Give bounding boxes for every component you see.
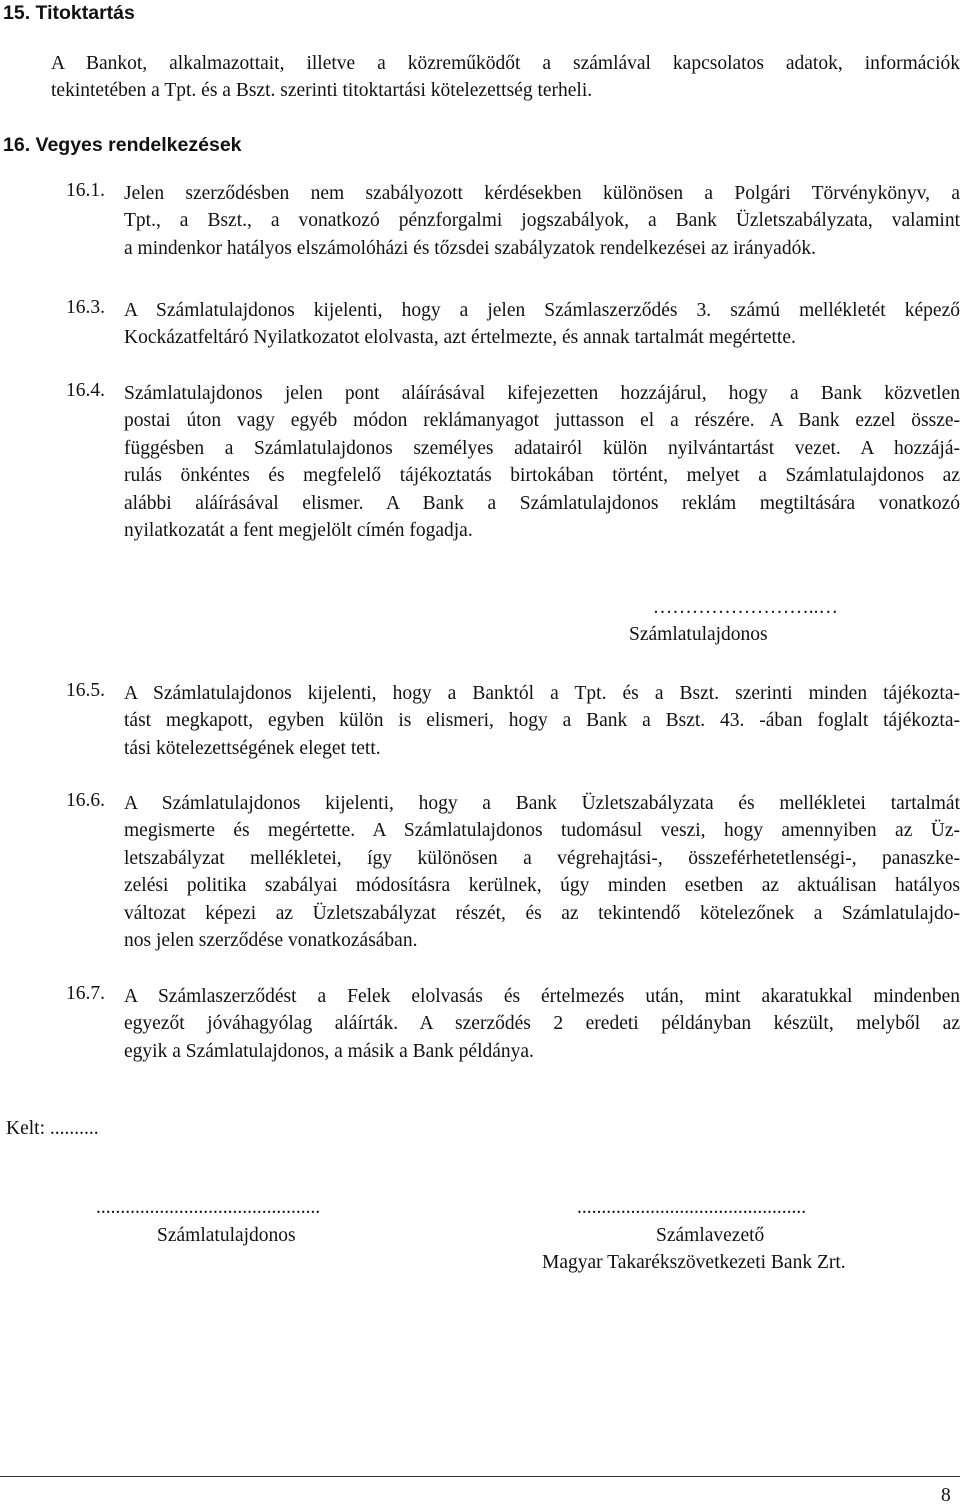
kelt-date-field: Kelt: .......... bbox=[6, 1118, 99, 1139]
clause-16-6-line: zelési politika szabályai módosításra kerülnek, úgy minden esetben az aktuálisan hatályos bbox=[124, 875, 960, 897]
clause-16-4-number: 16.4. bbox=[66, 380, 105, 401]
clause-16-4-line: rulás önkéntes és megfelelő tájékoztatás birtokában történt, melyet a Számlatulajdonos az bbox=[124, 465, 960, 487]
left-signature-label: Számlatulajdonos bbox=[157, 1225, 296, 1246]
clause-16-3-number: 16.3. bbox=[66, 297, 105, 318]
clause-16-5-number: 16.5. bbox=[66, 680, 105, 701]
section-15-body bbox=[51, 50, 960, 105]
clause-16-6-line: megismerte és megértette. A Számlatulajdonos tudomásul veszi, hogy amennyiben az Üz- bbox=[124, 820, 960, 842]
clause-16-1-text bbox=[124, 180, 960, 262]
bank-name: Magyar Takarékszövetkezeti Bank Zrt. bbox=[542, 1252, 846, 1273]
clause-16-4-signature-label: Számlatulajdonos bbox=[629, 624, 768, 645]
clause-16-3-line: A Számlatulajdonos kijelenti, hogy a jelen Számlaszerződés 3. számú mellékletét képező bbox=[124, 300, 960, 321]
clause-16-6-number: 16.6. bbox=[66, 790, 105, 811]
clause-16-1-number: 16.1. bbox=[66, 180, 105, 201]
clause-16-4-line: függésben a Számlatulajdonos személyes adatairól külön nyilvántartást vezet. A hozzájá- bbox=[124, 437, 960, 459]
right-signature-label: Számlavezető bbox=[656, 1225, 765, 1246]
clause-16-4-line: postai úton vagy egyéb módon reklámanyagot juttasson el a részére. A Bank ezzel össze- bbox=[124, 410, 960, 432]
clause-16-7-line: egyik a Számlatulajdonos, a másik a Bank példánya. bbox=[124, 1040, 534, 1062]
clause-16-7-text bbox=[124, 983, 960, 1065]
clause-16-5-line: A Számlatulajdonos kijelenti, hogy a Banktól a Tpt. és a Bszt. szerinti minden tájékozta- bbox=[124, 683, 960, 704]
section-15-heading: 15. Titoktartás bbox=[3, 2, 135, 24]
right-signature-dots: ............................................... bbox=[577, 1197, 807, 1218]
clause-16-6-line: letszabályzat mellékletei, így különösen a végrehajtási-, összeférhetetlenségi-, panaszke- bbox=[124, 847, 960, 869]
clause-16-6-line: változat képezi az Üzletszabályzat részét, és az tekintendő kötelezőnek a Számlatulajdo- bbox=[124, 902, 960, 924]
clause-16-4-line: Számlatulajdonos jelen pont aláírásával kifejezetten hozzájárul, hogy a Bank közvetlen bbox=[124, 383, 960, 404]
clause-16-6-line: A Számlatulajdonos kijelenti, hogy a Bank Üzletszabályzata és mellékletei tartalmát bbox=[124, 793, 960, 814]
clause-16-1-line: Jelen szerződésben nem szabályozott kérdésekben különösen a Polgári Törvénykönyv, a bbox=[124, 183, 960, 204]
section-15-line-1: A Bankot, alkalmazottait, illetve a közreműködőt a számlával kapcsolatos adatok, információk bbox=[51, 53, 960, 74]
clause-16-6-text bbox=[124, 790, 960, 954]
section-15-line-2: tekintetében a Tpt. és a Bszt. szerinti titoktartási kötelezettség terheli. bbox=[51, 80, 593, 102]
clause-16-4-line: alábbi aláírásával elismer. A Bank a Számlatulajdonos reklám megtiltására vonatkozó bbox=[124, 492, 960, 514]
clause-16-3-text bbox=[124, 297, 960, 352]
left-signature-dots: .............................................. bbox=[96, 1197, 321, 1218]
section-16-heading: 16. Vegyes rendelkezések bbox=[3, 134, 242, 156]
clause-16-5-text bbox=[124, 680, 960, 762]
clause-16-7-number: 16.7. bbox=[66, 983, 105, 1004]
clause-16-4-text bbox=[124, 380, 960, 544]
page-number: 8 bbox=[941, 1485, 951, 1506]
clause-16-7-line: egyezőt jóváhagyólag aláírták. A szerződés 2 eredeti példányban készült, melyből az bbox=[124, 1013, 960, 1035]
footer-rule bbox=[0, 1476, 960, 1477]
clause-16-3-line: Kockázatfeltáró Nyilatkozatot elolvasta, azt értelmezte, és annak tartalmát megértette. bbox=[124, 327, 796, 349]
clause-16-4-line: nyilatkozatát a fent megjelölt címén fogadja. bbox=[124, 520, 473, 542]
clause-16-5-line: tást megkapott, egyben külön is elismeri, hogy a Bank a Bszt. 43. -ában foglalt tájékozta- bbox=[124, 710, 960, 732]
clause-16-1-line: Tpt., a Bszt., a vonatkozó pénzforgalmi jogszabályok, a Bank Üzletszabályzata, valamint bbox=[124, 210, 960, 232]
clause-16-5-line: tási kötelezettségének eleget tett. bbox=[124, 737, 381, 759]
clause-16-6-line: nos jelen szerződése vonatkozásában. bbox=[124, 930, 418, 952]
clause-16-1-line: a mindenkor hatályos elszámolóházi és tőzsdei szabályzatok rendelkezései az irányadók. bbox=[124, 237, 816, 259]
clause-16-7-line: A Számlaszerződést a Felek elolvasás és értelmezés után, mint akaratukkal mindenben bbox=[124, 986, 960, 1007]
clause-16-4-signature-dots: ……………………..… bbox=[652, 597, 838, 618]
